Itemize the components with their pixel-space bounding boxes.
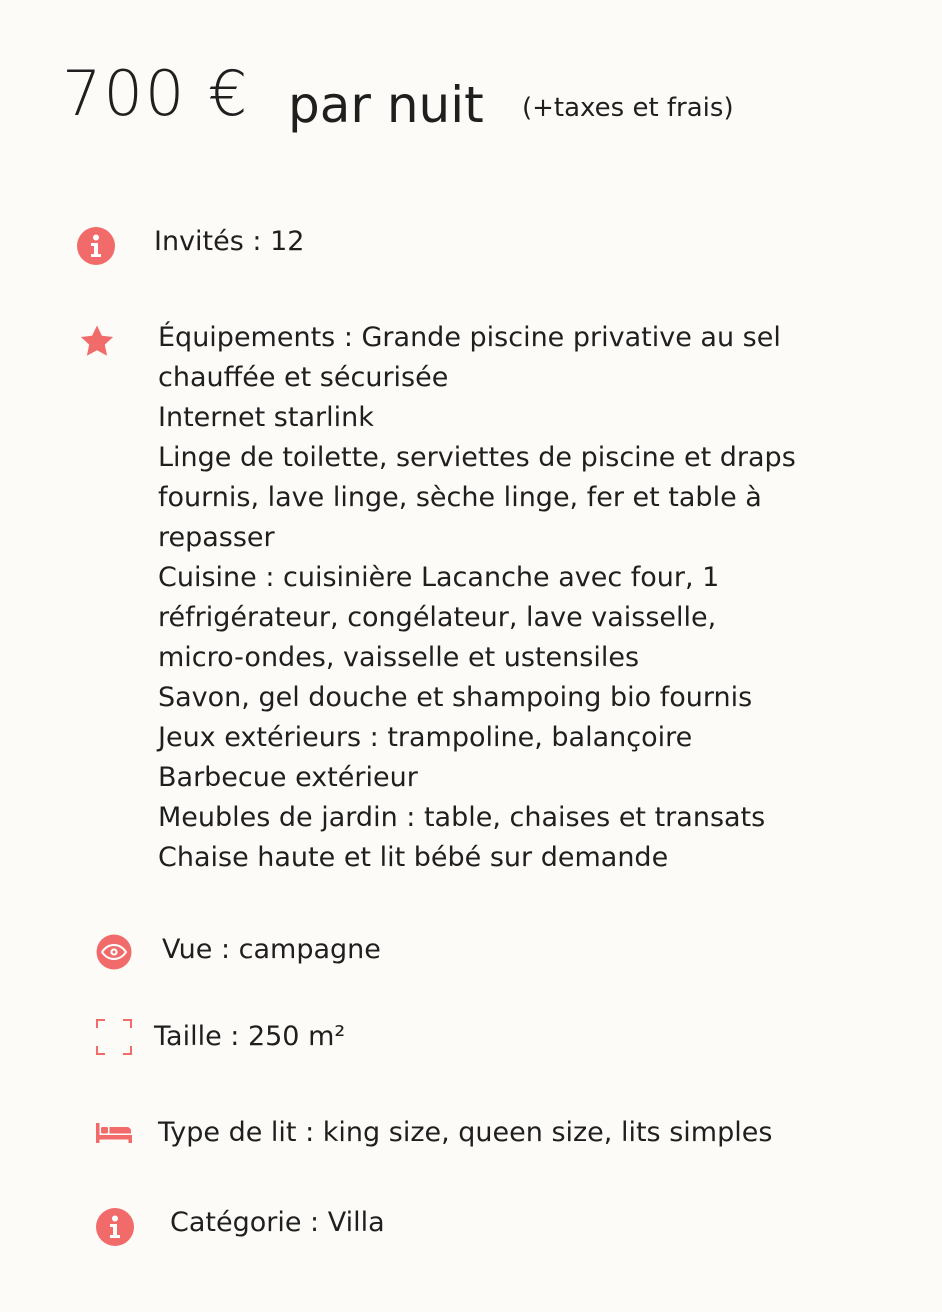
equipment-line: fournis, lave linge, sèche linge, fer et table à: [158, 482, 762, 513]
price-amount: 700 €: [62, 57, 250, 130]
equipment-line: Jeux extérieurs : trampoline, balançoire: [158, 722, 693, 753]
view-label: Vue : campagne: [162, 934, 381, 965]
equipment-line: réfrigérateur, congélateur, lave vaisselle,: [158, 602, 717, 633]
feature-equipment: [0, 318, 942, 888]
bed-icon: [94, 1113, 134, 1153]
size-label: Taille : 250 m²: [154, 1021, 346, 1052]
eye-icon: [94, 932, 134, 972]
equipment-line: Internet starlink: [158, 402, 374, 433]
bed-label: Type de lit : king size, queen size, lits simples: [158, 1117, 773, 1148]
equipment-line: Cuisine : cuisinière Lacanche avec four, 1: [158, 562, 720, 593]
equipment-line: Meubles de jardin : table, chaises et transats: [158, 802, 766, 833]
equipment-line: Barbecue extérieur: [158, 762, 418, 793]
expand-icon: [94, 1017, 134, 1057]
info-icon: [95, 1207, 135, 1247]
equipment-line: Équipements : Grande piscine privative au sel: [158, 322, 781, 353]
feature-guests: [0, 222, 942, 270]
price-header: [62, 58, 902, 148]
star-icon: [77, 322, 117, 362]
price-note: (+taxes et frais): [522, 93, 734, 123]
equipment-line: Savon, gel douche et shampoing bio fournis: [158, 682, 753, 713]
category-label: Catégorie : Villa: [170, 1207, 385, 1238]
price-unit: par nuit: [288, 76, 484, 134]
equipment-list: [158, 318, 796, 878]
feature-size: [0, 1017, 942, 1065]
equipment-line: Linge de toilette, serviettes de piscine et draps: [158, 442, 796, 473]
feature-bed: [0, 1113, 942, 1161]
equipment-line: Chaise haute et lit bébé sur demande: [158, 842, 669, 873]
feature-category: [0, 1203, 942, 1251]
info-icon: [76, 226, 116, 266]
equipment-line: repasser: [158, 522, 275, 553]
equipment-line: micro-ondes, vaisselle et ustensiles: [158, 642, 640, 673]
equipment-line: chauffée et sécurisée: [158, 362, 449, 393]
feature-view: [0, 930, 942, 978]
guests-label: Invités : 12: [154, 226, 305, 257]
